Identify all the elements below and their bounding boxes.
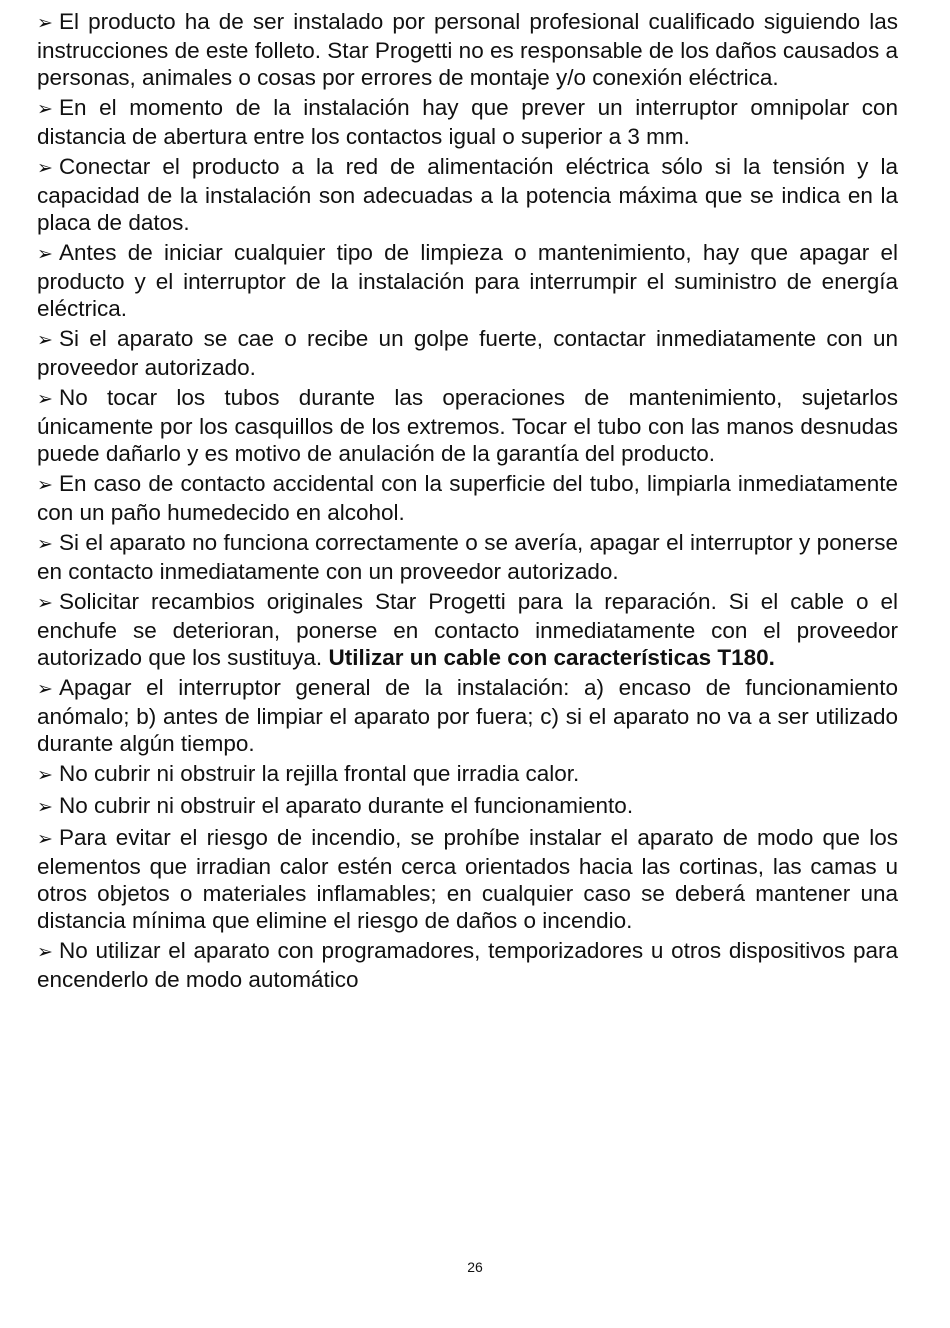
instruction-item xyxy=(37,470,898,526)
instruction-text: Si el aparato se cae o recibe un golpe fuerte, contactar inmediatamente con un proveedor autorizado. xyxy=(37,326,898,380)
instruction-text: No utilizar el aparato con programadores, temporizadores u otros dispositivos para encenderlo de modo automático xyxy=(37,938,898,992)
cable-requirement-bold: Utilizar un cable con características T180. xyxy=(328,645,775,670)
instruction-item xyxy=(37,792,898,821)
page-number: 26 xyxy=(467,1259,483,1275)
arrow-bullet-icon: ➢ xyxy=(37,157,53,179)
instruction-item xyxy=(37,8,898,91)
instruction-item xyxy=(37,325,898,381)
instruction-text: Si el aparato no funciona correctamente o se avería, apagar el interruptor y ponerse en contacto inmediatamente con un proveedor autorizado. xyxy=(37,530,898,584)
instruction-text: No tocar los tubos durante las operaciones de mantenimiento, sujetarlos únicamente por los casquillos de los extremos. Tocar el tubo con las manos desnudas puede dañarlo y es motivo de anulación de la garantía del producto. xyxy=(37,385,898,466)
arrow-bullet-icon: ➢ xyxy=(37,12,53,34)
arrow-bullet-icon: ➢ xyxy=(37,474,53,496)
instruction-item xyxy=(37,937,898,993)
arrow-bullet-icon: ➢ xyxy=(37,828,53,850)
instruction-text: No cubrir ni obstruir el aparato durante el funcionamiento. xyxy=(59,793,634,818)
arrow-bullet-icon: ➢ xyxy=(37,941,53,963)
instruction-item xyxy=(37,94,898,150)
instruction-text: Conectar el producto a la red de alimentación eléctrica sólo si la tensión y la capacidad de la instalación son adecuadas a la potencia máxima que se indica en la placa de datos. xyxy=(37,154,898,235)
instruction-text: En caso de contacto accidental con la superficie del tubo, limpiarla inmediatamente con un paño humedecido en alcohol. xyxy=(37,471,898,525)
arrow-bullet-icon: ➢ xyxy=(37,796,53,818)
instruction-text: Apagar el interruptor general de la instalación: a) encaso de funcionamiento anómalo; b) antes de limpiar el aparato por fuera; c) si el aparato no va a ser utilizado durante algún tiempo. xyxy=(37,675,898,756)
instruction-text: No cubrir ni obstruir la rejilla frontal que irradia calor. xyxy=(59,761,580,786)
instruction-text: Para evitar el riesgo de incendio, se prohíbe instalar el aparato de modo que los elementos que irradian calor estén cerca orientados hacia las cortinas, las camas u otros objetos o materiales inflamables; en cualquier caso se deberá mantener una distancia mínima que elimine el riesgo de daños o incendio. xyxy=(37,825,898,933)
instruction-text: El producto ha de ser instalado por personal profesional cualificado siguiendo las instrucciones de este folleto. Star Progetti no es responsable de los daños causados a personas, animales o cosas por errores de montaje y/o conexión eléctrica. xyxy=(37,9,898,90)
safety-instructions-page xyxy=(37,8,898,996)
instruction-item xyxy=(37,824,898,934)
instruction-text: Solicitar recambios originales Star Progetti para la reparación. Si el cable o el enchufe se deterioran, ponerse en contacto inmediatamente con el proveedor autorizado que los sustituya. xyxy=(37,589,898,670)
instruction-item xyxy=(37,239,898,322)
arrow-bullet-icon: ➢ xyxy=(37,678,53,700)
arrow-bullet-icon: ➢ xyxy=(37,533,53,555)
arrow-bullet-icon: ➢ xyxy=(37,98,53,120)
arrow-bullet-icon: ➢ xyxy=(37,388,53,410)
instruction-item xyxy=(37,588,898,671)
instruction-text: En el momento de la instalación hay que prever un interruptor omnipolar con distancia de abertura entre los contactos igual o superior a 3 mm. xyxy=(37,95,898,149)
instruction-item xyxy=(37,384,898,467)
arrow-bullet-icon: ➢ xyxy=(37,329,53,351)
instruction-item xyxy=(37,153,898,236)
arrow-bullet-icon: ➢ xyxy=(37,243,53,265)
instruction-item xyxy=(37,760,898,789)
instruction-item xyxy=(37,529,898,585)
instruction-item xyxy=(37,674,898,757)
arrow-bullet-icon: ➢ xyxy=(37,764,53,786)
arrow-bullet-icon: ➢ xyxy=(37,592,53,614)
instruction-text: Antes de iniciar cualquier tipo de limpieza o mantenimiento, hay que apagar el producto y el interruptor de la instalación para interrumpir el suministro de energía eléctrica. xyxy=(37,240,898,321)
